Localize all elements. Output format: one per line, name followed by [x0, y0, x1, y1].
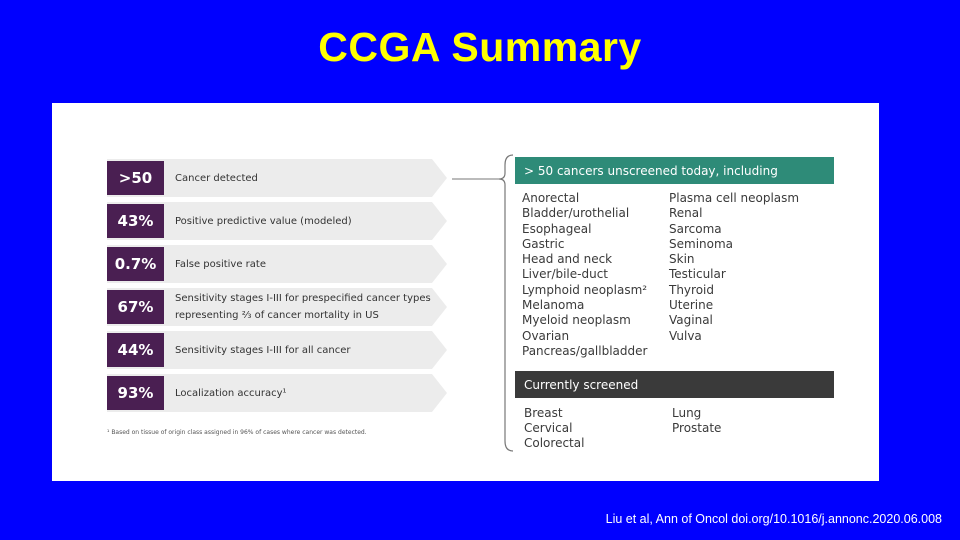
screened-column-1 [524, 406, 584, 451]
stat-label: Sensitivity stages I-III for prespecified cancer types representing ⅔ of cancer mortality in US [175, 293, 431, 321]
list-item: Breast [524, 406, 563, 420]
list-item: Melanoma [522, 298, 585, 313]
citation: Liu et al, Ann of Oncol doi.org/10.1016/j.annonc.2020.06.008 [605, 512, 942, 526]
list-item: Vulva [669, 328, 702, 343]
unscreened-header: > 50 cancers unscreened today, including [515, 157, 834, 184]
slide-title: CCGA Summary [318, 24, 642, 70]
list-item: Liver/bile-duct [522, 267, 609, 282]
stat-value: >50 [107, 161, 164, 195]
stats-list [107, 159, 447, 417]
list-item: Testicular [669, 267, 726, 282]
list-item: Skin [669, 252, 695, 267]
unscreened-column-2 [669, 191, 799, 344]
screened-header: Currently screened [515, 371, 834, 398]
list-item: Gastric [522, 236, 565, 251]
list-item: Colorectal [524, 436, 585, 450]
stat-row-sensitivity-prespecified [107, 288, 447, 326]
summary-panel [52, 103, 879, 481]
stat-label: Localization accuracy¹ [175, 387, 287, 399]
list-item: Plasma cell neoplasm [669, 191, 800, 205]
list-item: Myeloid neoplasm [522, 313, 631, 328]
stat-label: Positive predictive value (modeled) [175, 215, 352, 227]
footnote: ¹ Based on tissue of origin class assigned in 96% of cases where cancer was detected. [107, 429, 367, 436]
list-item: Lung [672, 406, 702, 420]
stat-value: 0.7% [107, 247, 164, 281]
stat-label: Cancer detected [175, 172, 258, 184]
list-item: Head and neck [522, 252, 613, 267]
list-item: Prostate [672, 421, 722, 435]
stat-row-ppv [107, 202, 447, 240]
list-item: Anorectal [522, 191, 580, 205]
stat-label: Sensitivity stages I-III for all cancer [175, 344, 351, 356]
stat-row-false-positive [107, 245, 447, 283]
list-item: Cervical [524, 421, 573, 435]
list-item: Ovarian [522, 328, 570, 343]
list-item: Sarcoma [669, 221, 722, 236]
stat-value: 44% [107, 333, 164, 367]
list-item: Renal [669, 206, 703, 221]
stat-row-sensitivity-all [107, 331, 447, 369]
list-item: Bladder/urothelial [522, 206, 630, 221]
list-item: Seminoma [669, 236, 734, 251]
stat-value: 43% [107, 204, 164, 238]
stat-value: 93% [107, 376, 164, 410]
stat-value: 67% [107, 290, 164, 324]
list-item: Uterine [669, 298, 714, 313]
bracket-connector [447, 153, 517, 453]
list-item: Vaginal [669, 313, 713, 328]
screened-column-2 [672, 406, 721, 436]
stat-row-cancer-detected [107, 159, 447, 197]
list-item: Pancreas/gallbladder [522, 343, 648, 358]
list-item: Thyroid [669, 282, 714, 297]
stat-row-localization [107, 374, 447, 412]
unscreened-column-1 [522, 191, 647, 359]
stat-label: False positive rate [175, 258, 266, 270]
list-item: Esophageal [522, 221, 592, 236]
list-item: Lymphoid neoplasm² [522, 282, 648, 297]
